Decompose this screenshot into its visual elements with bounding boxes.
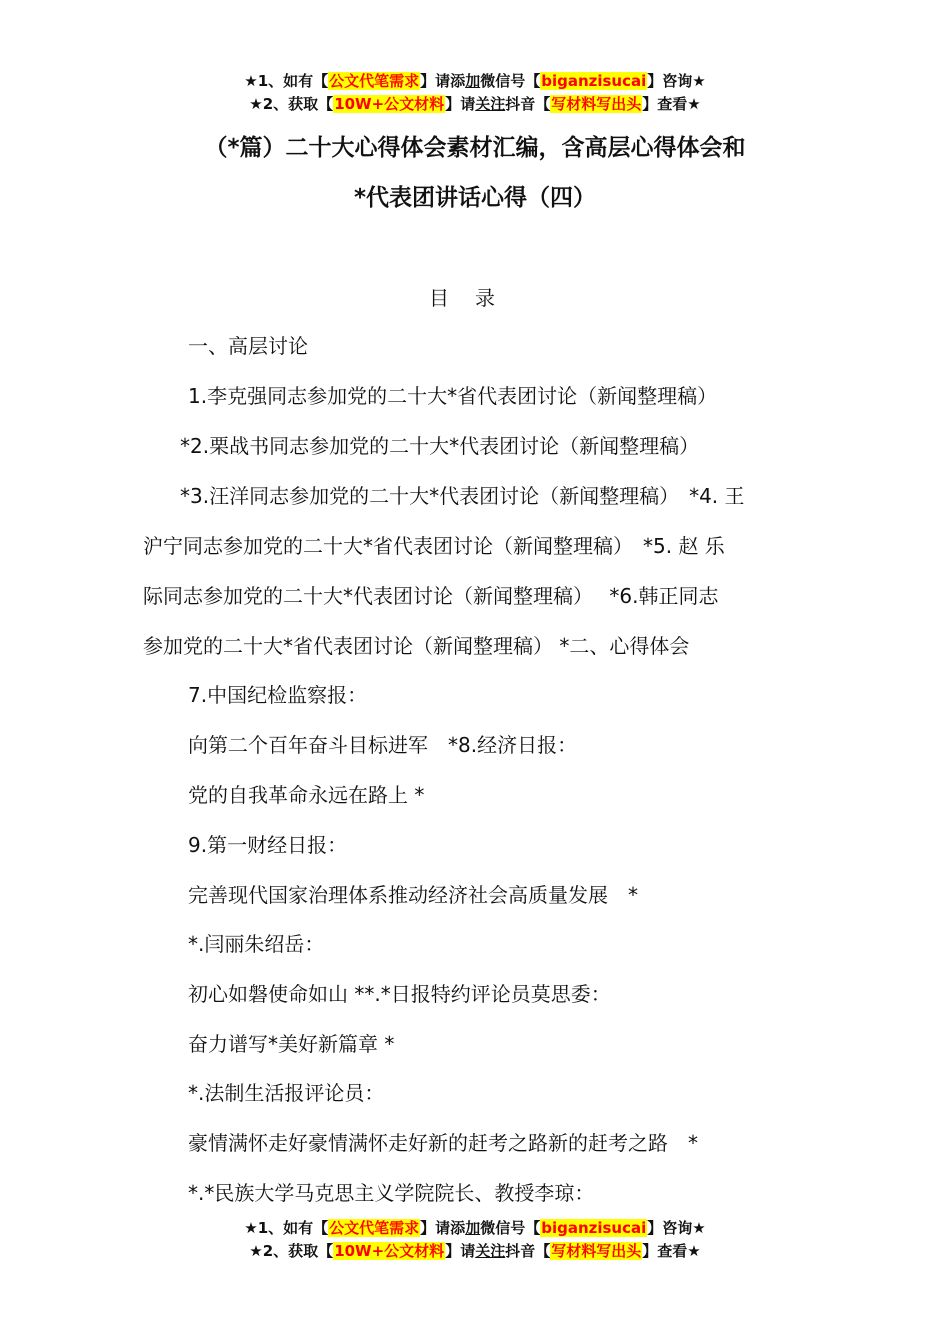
toc-line: 向第二个百年奋斗目标进军 *8.经济日报： <box>188 733 578 757</box>
document-title-line-2: *代表团讲话心得（四） <box>353 185 597 211</box>
toc-heading: 目录 <box>429 286 521 310</box>
banner-line-1: ★1、如有【公文代笔需求】请添加微信号【biganzisucai】咨询★ <box>244 1219 706 1237</box>
highlight-douyin: 写材料写出头 <box>551 95 642 113</box>
banner-line-1: ★1、如有【公文代笔需求】请添加微信号【biganzisucai】咨询★ <box>244 72 706 90</box>
toc-line: 一、高层讨论 <box>188 334 308 358</box>
toc-line: 参加党的二十大*省代表团讨论（新闻整理稿） *二、心得体会 <box>143 634 690 658</box>
star-icon: ★ <box>249 95 263 113</box>
highlight-wechat-id: biganzisucai <box>541 1219 647 1237</box>
toc-line: *.*民族大学马克思主义学院院长、教授李琼： <box>188 1181 595 1205</box>
toc-line: 1.李克强同志参加党的二十大*省代表团讨论（新闻整理稿） <box>188 384 718 408</box>
star-icon: ★ <box>244 72 258 90</box>
toc-line: 7.中国纪检监察报： <box>188 683 368 707</box>
toc-line: 豪情满怀走好豪情满怀走好新的赶考之路新的赶考之路 * <box>188 1131 698 1155</box>
banner-line-2: ★2、获取【10W+公文材料】请关注抖音【写材料写出头】查看★ <box>249 95 701 113</box>
highlight-service: 公文代笔需求 <box>329 1219 420 1237</box>
toc-line: 完善现代国家治理体系推动经济社会高质量发展 * <box>188 883 638 907</box>
toc-line: 际同志参加党的二十大*代表团讨论（新闻整理稿） *6.韩正同志 <box>143 584 719 608</box>
toc-line: *.闫丽朱绍岳： <box>188 932 325 956</box>
header-banner <box>0 70 950 116</box>
highlight-wechat-id: biganzisucai <box>541 72 647 90</box>
toc-line: 党的自我革命永远在路上 * <box>188 783 425 807</box>
toc-line: 初心如磐使命如山 **.*日报特约评论员莫思委： <box>188 982 611 1006</box>
toc-line: *3.汪洋同志参加党的二十大*代表团讨论（新闻整理稿） *4. 王 <box>180 484 745 508</box>
highlight-materials: 10W+公文材料 <box>334 1242 445 1260</box>
toc-line: *.法制生活报评论员： <box>188 1081 385 1105</box>
banner-line-2: ★2、获取【10W+公文材料】请关注抖音【写材料写出头】查看★ <box>249 1242 701 1260</box>
footer-banner <box>0 1217 950 1263</box>
star-icon: ★ <box>249 1242 263 1260</box>
highlight-douyin: 写材料写出头 <box>551 1242 642 1260</box>
toc-line: 沪宁同志参加党的二十大*省代表团讨论（新闻整理稿） *5. 赵 乐 <box>143 534 725 558</box>
document-title-line-1: （*篇）二十大心得体会素材汇编，含高层心得体会和 <box>204 135 746 161</box>
star-icon: ★ <box>244 1219 258 1237</box>
highlight-materials: 10W+公文材料 <box>334 95 445 113</box>
toc-line: 9.第一财经日报： <box>188 833 348 857</box>
toc-line: *2.栗战书同志参加党的二十大*代表团讨论（新闻整理稿） <box>180 434 700 458</box>
toc-line: 奋力谱写*美好新篇章 * <box>188 1032 395 1056</box>
highlight-service: 公文代笔需求 <box>329 72 420 90</box>
